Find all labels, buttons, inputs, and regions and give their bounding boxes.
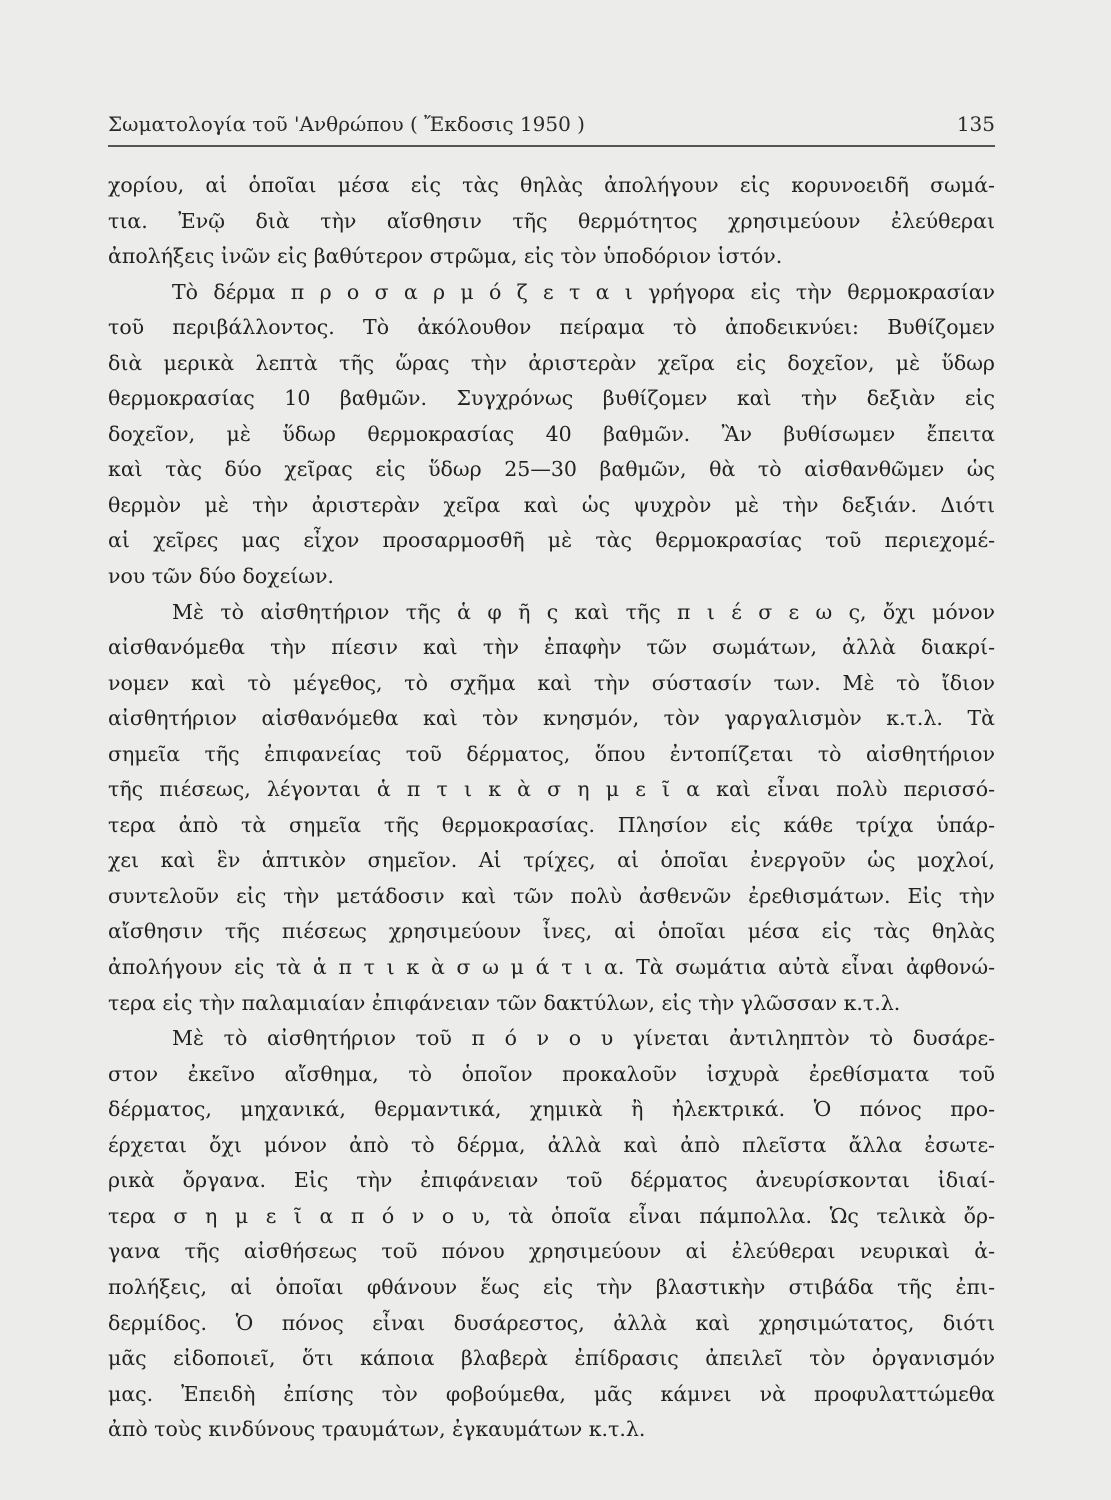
- text-line: ρικὰ ὄργανα. Εἰς τὴν ἐπιφάνειαν τοῦ δέρματος ἀνευρίσκονται ἰδιαί-: [108, 1168, 995, 1193]
- page-number: 135: [956, 112, 995, 136]
- text-line: θερμὸν μὲ τὴν ἀριστερὰν χεῖρα καὶ ὡς ψυχρὸν μὲ τὴν δεξιάν. Διότι: [108, 492, 995, 517]
- text-line: ἀπολήγουν εἰς τὰ ἁ π τ ι κ ὰ σ ω μ ά τ ι α. Τὰ σωμάτια αὐτὰ εἶναι ἀφθονώ-: [108, 955, 995, 980]
- text-line: έρχεται ὄχι μόνον ἀπὸ τὸ δέρμα, ἀλλὰ καὶ ἀπὸ πλεῖστα ἄλλα ἐσωτε-: [108, 1132, 995, 1157]
- text-line: δερμίδος. Ὁ πόνος εἶναι δυσάρεστος, ἀλλὰ καὶ χρησιμώτατος, διότι: [108, 1310, 995, 1335]
- text-line: σημεῖα τῆς ἐπιφανείας τοῦ δέρματος, ὅπου ἐντοπίζεται τὸ αἰσθητήριον: [108, 741, 995, 766]
- running-title: Σωματολογία τοῦ 'Ανθρώπου ( Ἔκδοσις 1950 ): [108, 112, 585, 136]
- text-line: αἴσθησιν τῆς πιέσεως χρησιμεύουν ἶνες, αἱ ὁποῖαι μέσα εἰς τὰς θηλὰς: [108, 919, 995, 944]
- text-line: τερα ἀπὸ τὰ σημεῖα τῆς θερμοκρασίας. Πλησίον εἰς κάθε τρίχα ὑπάρ-: [108, 812, 995, 837]
- text-line: νομεν καὶ τὸ μέγεθος, τὸ σχῆμα καὶ τὴν σύστασίν των. Μὲ τὸ ἴδιον: [108, 670, 995, 695]
- text-line: διὰ μερικὰ λεπτὰ τῆς ὥρας τὴν ἀριστερὰν χεῖρα εἰς δοχεῖον, μὲ ὕδωρ: [108, 350, 995, 375]
- text-line: αἱ χεῖρες μας εἶχον προσαρμοσθῆ μὲ τὰς θερμοκρασίας τοῦ περιεχομέ-: [108, 528, 995, 553]
- text-line: ἀπὸ τοὺς κινδύνους τραυμάτων, ἐγκαυμάτων κ.τ.λ.: [108, 1417, 646, 1442]
- text-line: γανα τῆς αἰσθήσεως τοῦ πόνου χρησιμεύουν αἱ ἐλεύθεραι νευρικαὶ ἀ-: [108, 1239, 995, 1264]
- text-line: νου τῶν δύο δοχείων.: [108, 564, 334, 589]
- text-line: δέρματος, μηχανικά, θερμαντικά, χημικὰ ἢ ἠλεκτρικά. Ὁ πόνος προ-: [108, 1097, 995, 1122]
- text-line: τοῦ περιβάλλοντος. Τὸ ἀκόλουθον πείραμα τὸ ἀποδεικνύει: Βυθίζομεν: [108, 315, 995, 340]
- text-line: Τὸ δέρμα π ρ ο σ α ρ μ ό ζ ε τ α ι γρήγορα εἰς τὴν θερμοκρασίαν: [172, 279, 995, 304]
- text-line: μας. Ἐπειδὴ ἐπίσης τὸν φοβούμεθα, μᾶς κάμνει νὰ προφυλαττώμεθα: [108, 1381, 995, 1406]
- body-text: [108, 168, 995, 1448]
- text-line: δοχεῖον, μὲ ὕδωρ θερμοκρασίας 40 βαθμῶν. Ἂν βυθίσωμεν ἔπειτα: [108, 421, 995, 446]
- text-line: τια. Ἐνῷ διὰ τὴν αἴσθησιν τῆς θερμότητος χρησιμεύουν ἐλεύθεραι: [108, 208, 995, 233]
- text-line: μᾶς εἰδοποιεῖ, ὅτι κάποια βλαβερὰ ἐπίδρασις ἀπειλεῖ τὸν ὀργανισμόν: [108, 1346, 995, 1371]
- text-line: χορίου, αἱ ὁποῖαι μέσα εἰς τὰς θηλὰς ἀπολήγουν εἰς κορυνοειδῆ σωμά-: [108, 173, 995, 197]
- text-line: πολήξεις, αἱ ὁποῖαι φθάνουν ἕως εἰς τὴν βλαστικὴν στιβάδα τῆς ἐπι-: [108, 1274, 995, 1299]
- text-line: ἀπολήξεις ἰνῶν εἰς βαθύτερον στρῶμα, εἰς τὸν ὑποδόριον ἱστόν.: [108, 244, 783, 269]
- text-line: καὶ τὰς δύο χεῖρας εἰς ὕδωρ 25—30 βαθμῶν, θὰ τὸ αἰσθανθῶμεν ὡς: [108, 457, 995, 482]
- text-line: τερα σ η μ ε ῖ α π ό ν ο υ, τὰ ὁποῖα εἶναι πάμπολλα. Ὡς τελικὰ ὄρ-: [108, 1203, 995, 1228]
- text-line: αἰσθητήριον αἰσθανόμεθα καὶ τὸν κνησμόν, τὸν γαργαλισμὸν κ.τ.λ. Τὰ: [108, 706, 995, 731]
- text-line: στον ἐκεῖνο αἴσθημα, τὸ ὁποῖον προκαλοῦν ἰσχυρὰ ἐρεθίσματα τοῦ: [108, 1061, 995, 1086]
- text-line: τῆς πιέσεως, λέγονται ἁ π τ ι κ ὰ σ η μ ε ῖ α καὶ εἶναι πολὺ περισσό-: [108, 777, 995, 802]
- text-line: αἰσθανόμεθα τὴν πίεσιν καὶ τὴν ἐπαφὴν τῶν σωμάτων, ἀλλὰ διακρί-: [108, 635, 995, 660]
- text-line: θερμοκρασίας 10 βαθμῶν. Συγχρόνως βυθίζομεν καὶ τὴν δεξιὰν εἰς: [108, 386, 995, 411]
- text-line: Μὲ τὸ αἰσθητήριον τῆς ἁ φ ῆ ς καὶ τῆς π ι έ σ ε ω ς, ὄχι μόνον: [172, 599, 995, 624]
- text-line: τερα εἰς τὴν παλαμιαίαν ἐπιφάνειαν τῶν δακτύλων, εἰς τὴν γλῶσσαν κ.τ.λ.: [108, 990, 901, 1015]
- text-line: Μὲ τὸ αἰσθητήριον τοῦ π ό ν ο υ γίνεται ἀντιληπτὸν τὸ δυσάρε-: [172, 1026, 995, 1051]
- text-line: συντελοῦν εἰς τὴν μετάδοσιν καὶ τῶν πολὺ ἀσθενῶν ἐρεθισμάτων. Εἰς τὴν: [108, 883, 995, 908]
- text-line: χει καὶ ἓν ἁπτικὸν σημεῖον. Αἱ τρίχες, αἱ ὁποῖαι ἐνεργοῦν ὡς μοχλοί,: [108, 848, 995, 873]
- header-rule: [108, 145, 995, 147]
- running-header: [108, 112, 995, 136]
